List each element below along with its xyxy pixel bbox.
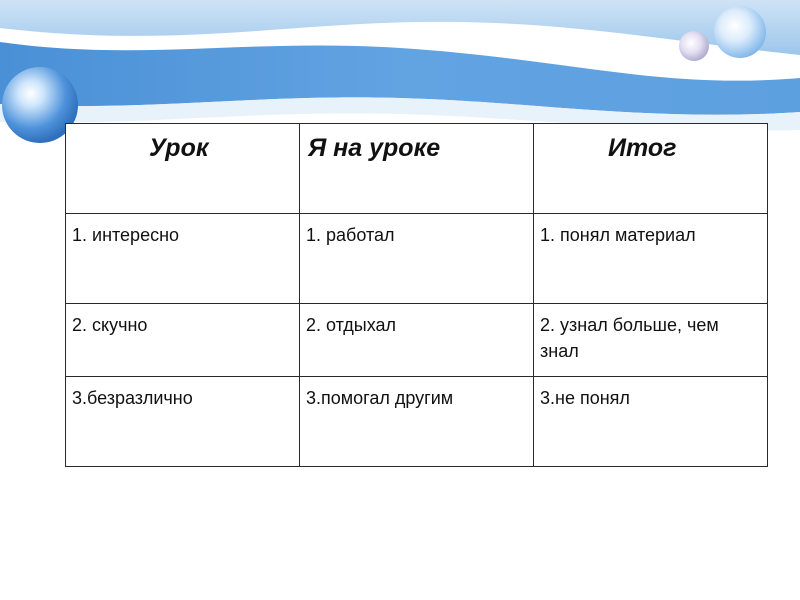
cell-text: 2. узнал больше, чем знал bbox=[540, 315, 719, 361]
table-cell bbox=[66, 377, 300, 467]
column-header-label: Я на уроке bbox=[308, 134, 441, 162]
cell-text: 1. работал bbox=[306, 225, 395, 245]
column-header bbox=[66, 124, 300, 214]
table-cell bbox=[534, 304, 768, 377]
table-header-row bbox=[66, 124, 768, 214]
table-row bbox=[66, 304, 768, 377]
cell-text: 1. интересно bbox=[72, 225, 180, 245]
column-header-label: Итог bbox=[608, 134, 677, 162]
cell-text: 2. скучно bbox=[72, 315, 148, 335]
table-row bbox=[66, 377, 768, 467]
sphere-decoration bbox=[679, 31, 709, 61]
table-cell bbox=[534, 214, 768, 304]
cell-text: 3.безразлично bbox=[72, 388, 193, 408]
column-header bbox=[300, 124, 534, 214]
sphere-decoration bbox=[714, 6, 766, 58]
cell-text: 3.не понял bbox=[540, 388, 630, 408]
column-header-label: Урок bbox=[149, 134, 209, 162]
column-header bbox=[534, 124, 768, 214]
table-cell bbox=[534, 377, 768, 467]
lesson-reflection-table bbox=[65, 123, 768, 467]
table-cell bbox=[300, 214, 534, 304]
table-cell bbox=[300, 377, 534, 467]
table-cell bbox=[66, 214, 300, 304]
table-cell bbox=[66, 304, 300, 377]
cell-text: 1. понял материал bbox=[540, 225, 696, 245]
cell-text: 2. отдыхал bbox=[306, 315, 397, 335]
table-row bbox=[66, 214, 768, 304]
table-cell bbox=[300, 304, 534, 377]
cell-text: 3.помогал другим bbox=[306, 388, 454, 408]
